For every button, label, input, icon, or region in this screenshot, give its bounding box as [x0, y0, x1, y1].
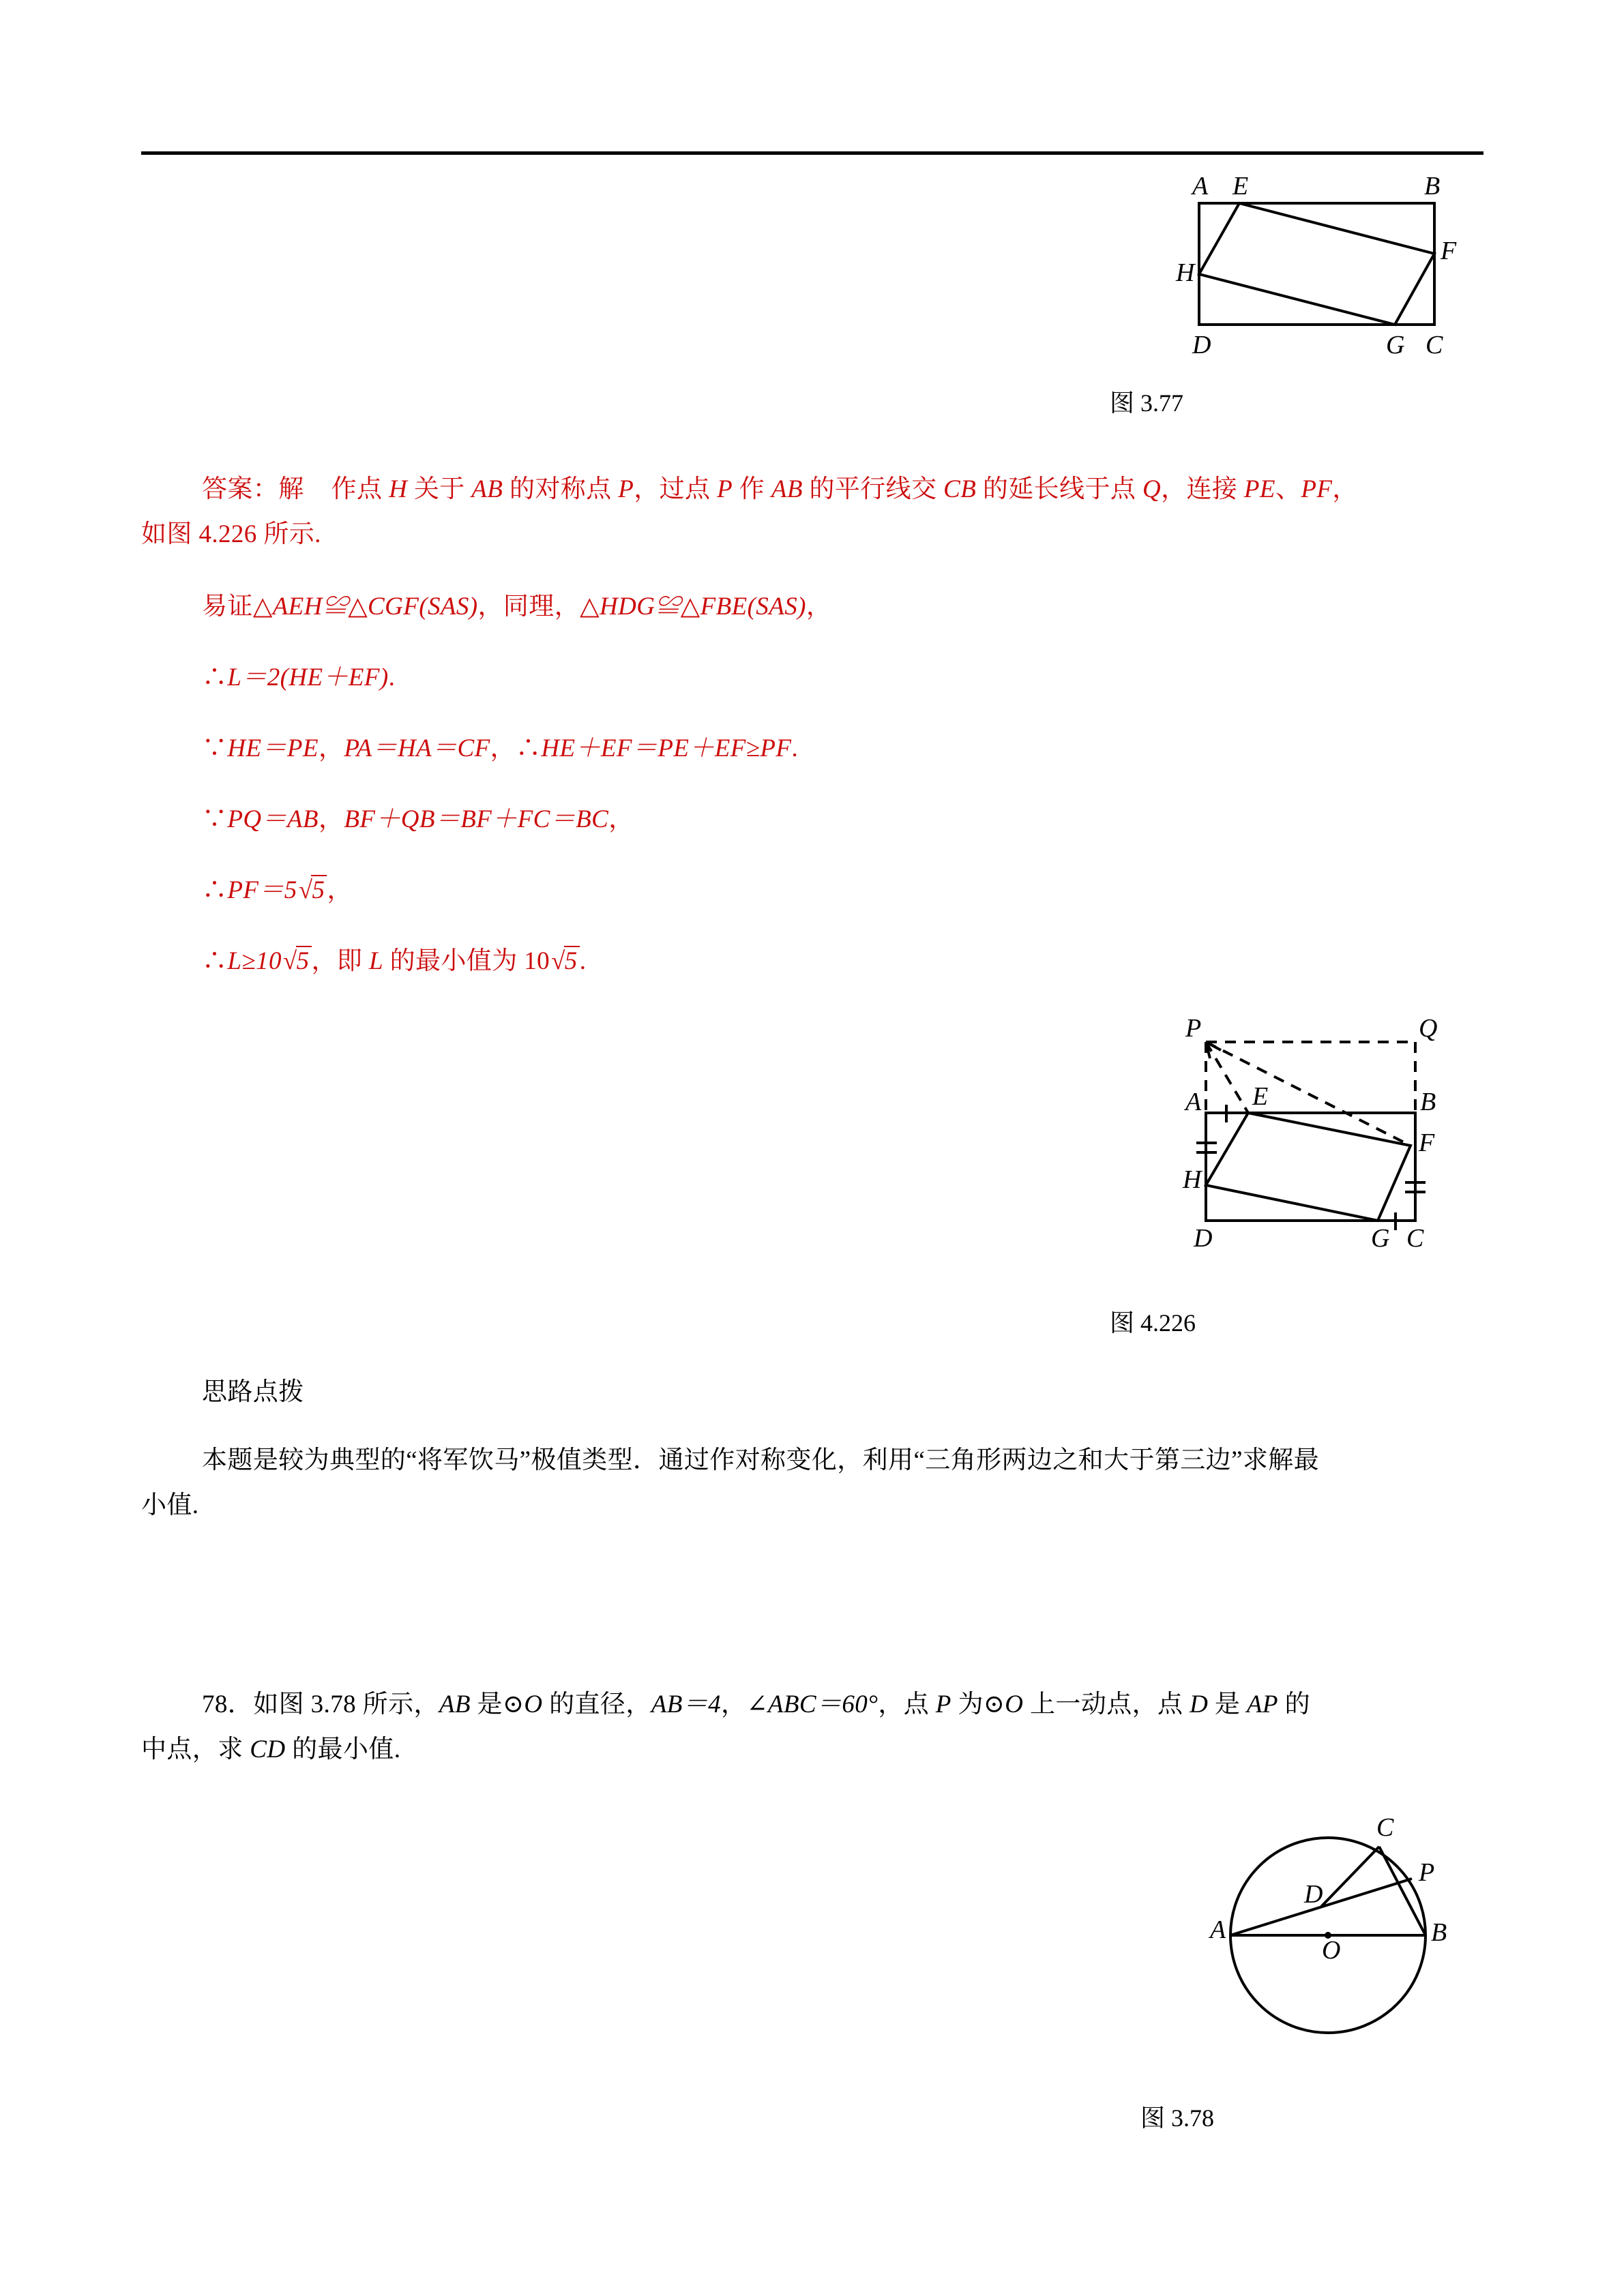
p78-t2: 所示， [356, 1690, 439, 1718]
answer-t4: ，过点 [634, 475, 718, 503]
step6-v2: L [368, 947, 383, 975]
p78-v2: AB [439, 1690, 471, 1718]
answer-v7: Q [1142, 475, 1162, 503]
figure-3-77-caption: 图 3.77 [1110, 389, 1184, 417]
answer-l2-t2: 所示. [256, 520, 321, 548]
step2-v1: L＝2(HE＋EF) [227, 664, 389, 691]
answer-step-2 [202, 656, 395, 693]
step4-v2: BF＋QB＝BF＋FC＝BC [344, 805, 609, 833]
step6-v1: L≥10 [227, 947, 282, 975]
problem-78-line-1 [202, 1683, 1310, 1720]
figure-4-226-label-G: G [1371, 1224, 1390, 1253]
answer-t3: 的对称点 [503, 475, 619, 503]
answer-v6: CB [943, 475, 977, 503]
figure-3-77 [1160, 170, 1457, 368]
p78-v9: AP [1246, 1690, 1278, 1718]
step3-t2: ， [490, 734, 516, 762]
p78-v1: 3.78 [310, 1690, 357, 1718]
figure-4-226-label-E: E [1252, 1082, 1269, 1111]
step3-t3: . [791, 734, 799, 762]
step6-t3: . [579, 947, 587, 975]
step5-therefore: ∴ [202, 876, 228, 904]
step1-t3: ， [806, 593, 832, 621]
problem-78-line-2 [141, 1728, 400, 1765]
p78-t3: 是⊙ [470, 1690, 525, 1718]
figure-3-78-label-C: C [1376, 1813, 1394, 1842]
figure-3-78-label-O: O [1322, 1936, 1341, 1965]
answer-t8: ，连接 [1161, 475, 1244, 503]
answer-l2-t1: 如图 [141, 520, 199, 548]
figure-3-77-label-H: H [1176, 258, 1195, 287]
header-rule [141, 151, 1483, 155]
step6-t1: ，即 [311, 947, 369, 975]
answer-v9: PF [1301, 475, 1333, 503]
answer-line-1 [202, 468, 1358, 505]
step5-sqrt: √5 [297, 876, 327, 905]
figure-3-78-label-P: P [1419, 1858, 1435, 1887]
step3-v2: PA＝HA＝CF [344, 734, 490, 762]
answer-v8: PE [1243, 475, 1275, 503]
step6-radicand-1: 5 [296, 946, 312, 975]
step2-therefore: ∴ [202, 664, 228, 691]
answer-t5: 作 [733, 475, 771, 503]
answer-t1: 作点 [331, 475, 389, 503]
p78-t8: 上一动点，点 [1023, 1690, 1190, 1718]
step1-v2: △HDG≌△FBE(SAS) [580, 593, 806, 621]
p78-l2-t2: 的最小值. [285, 1735, 401, 1763]
figure-3-77-label-C: C [1426, 331, 1443, 359]
figure-3-78-label-B: B [1431, 1918, 1447, 1947]
step3-because: ∵ [202, 734, 228, 762]
figure-3-77-label-F: F [1441, 237, 1457, 265]
figure-3-78-label-D: D [1304, 1880, 1323, 1909]
tips-heading: 思路点拨 [202, 1378, 304, 1406]
figure-3-77-label-D: D [1192, 331, 1211, 359]
answer-line-2 [141, 513, 321, 550]
p78-t5: ， [721, 1690, 747, 1718]
p78-v3: O [524, 1690, 543, 1718]
figure-4-226-label-B: B [1420, 1088, 1436, 1116]
figure-4-226-label-C: C [1406, 1224, 1424, 1253]
step5-t1: ， [327, 876, 353, 904]
answer-v5: AB [771, 475, 803, 503]
figure-3-77-label-E: E [1232, 172, 1249, 200]
step3-v3: HE＋EF＝PE＋EF≥PF [541, 734, 792, 762]
answer-v3: P [618, 475, 634, 503]
figure-4-226-label-D: D [1194, 1224, 1213, 1253]
step5-radicand: 5 [311, 875, 327, 904]
step3-t1: ， [318, 734, 344, 762]
step1-t1: 易证 [202, 593, 253, 621]
p78-v8: D [1190, 1690, 1209, 1718]
answer-l2-v1: 4.226 [198, 520, 257, 548]
step1-t2: ，同理， [477, 593, 580, 621]
answer-t7: 的延长线于点 [976, 475, 1142, 503]
figure-3-78-caption: 图 3.78 [1140, 2104, 1215, 2132]
figure-3-78 [1187, 1807, 1460, 2080]
p78-t7: 为⊙ [951, 1690, 1005, 1718]
p78-l2-v1: CD [250, 1735, 286, 1763]
step6-sqrt-2: √5 [550, 946, 580, 976]
answer-lead: 答案：解 [202, 475, 304, 503]
answer-step-5 [202, 869, 353, 906]
step4-t1: ， [318, 805, 344, 833]
answer-step-6 [202, 940, 586, 976]
p78-t6: ，点 [878, 1690, 936, 1718]
figure-3-77-label-B: B [1424, 172, 1441, 200]
figure-3-77-label-A: A [1192, 172, 1209, 200]
step4-t2: ， [608, 805, 634, 833]
problem-78-number: 78． [202, 1690, 254, 1718]
p78-v7: O [1005, 1690, 1024, 1718]
step6-t2: 的最小值为 10 [383, 947, 550, 975]
figure-4-226-label-Q: Q [1419, 1014, 1438, 1043]
p78-v4: AB＝4 [651, 1690, 722, 1718]
figure-4-226-label-P: P [1185, 1014, 1202, 1043]
p78-t4: 的直径， [542, 1690, 651, 1718]
figure-4-226-label-H: H [1183, 1165, 1202, 1194]
answer-v2: AB [471, 475, 503, 503]
answer-t6: 的平行线交 [802, 475, 944, 503]
figure-3-77-label-G: G [1386, 331, 1405, 359]
step5-v1: PF＝5 [227, 876, 297, 904]
step2-t1: . [388, 664, 396, 691]
step1-v1: △AEH≌△CGF(SAS) [252, 593, 478, 621]
step4-v1: PQ＝AB [227, 805, 319, 833]
answer-t9: 、 [1275, 475, 1301, 503]
answer-step-1 [202, 585, 831, 622]
p78-t1: 如图 [253, 1690, 311, 1718]
tips-line-1: 本题是较为典型的“将军饮马”极值类型．通过作对称变化，利用“三角形两边之和大于第三边”求解最 [202, 1446, 1320, 1474]
p78-v6: P [935, 1690, 951, 1718]
answer-step-4 [202, 798, 634, 835]
figure-3-78-label-A: A [1210, 1915, 1226, 1944]
figure-4-226-label-A: A [1185, 1088, 1202, 1116]
step3-therefore: ∴ [515, 734, 542, 762]
step3-v1: HE＝PE [227, 734, 319, 762]
answer-step-3 [202, 727, 798, 764]
figure-4-226-label-F: F [1419, 1129, 1435, 1157]
step6-therefore: ∴ [202, 947, 228, 975]
answer-t10: ， [1332, 475, 1358, 503]
figure-4-226-caption: 图 4.226 [1110, 1309, 1196, 1337]
answer-v1: H [389, 475, 408, 503]
step6-sqrt-1: √5 [282, 946, 312, 976]
tips-line-2: 小值. [141, 1491, 199, 1519]
p78-t10: 的 [1278, 1690, 1310, 1718]
step6-radicand-2: 5 [564, 946, 580, 975]
answer-t2: 关于 [407, 475, 472, 503]
p78-v5: ∠ABC＝60° [746, 1690, 879, 1718]
p78-l2-t1: 中点，求 [141, 1735, 250, 1763]
step4-because: ∵ [202, 805, 228, 833]
answer-v4: P [717, 475, 733, 503]
figure-4-226 [1153, 1009, 1453, 1268]
p78-t9: 是 [1208, 1690, 1247, 1718]
